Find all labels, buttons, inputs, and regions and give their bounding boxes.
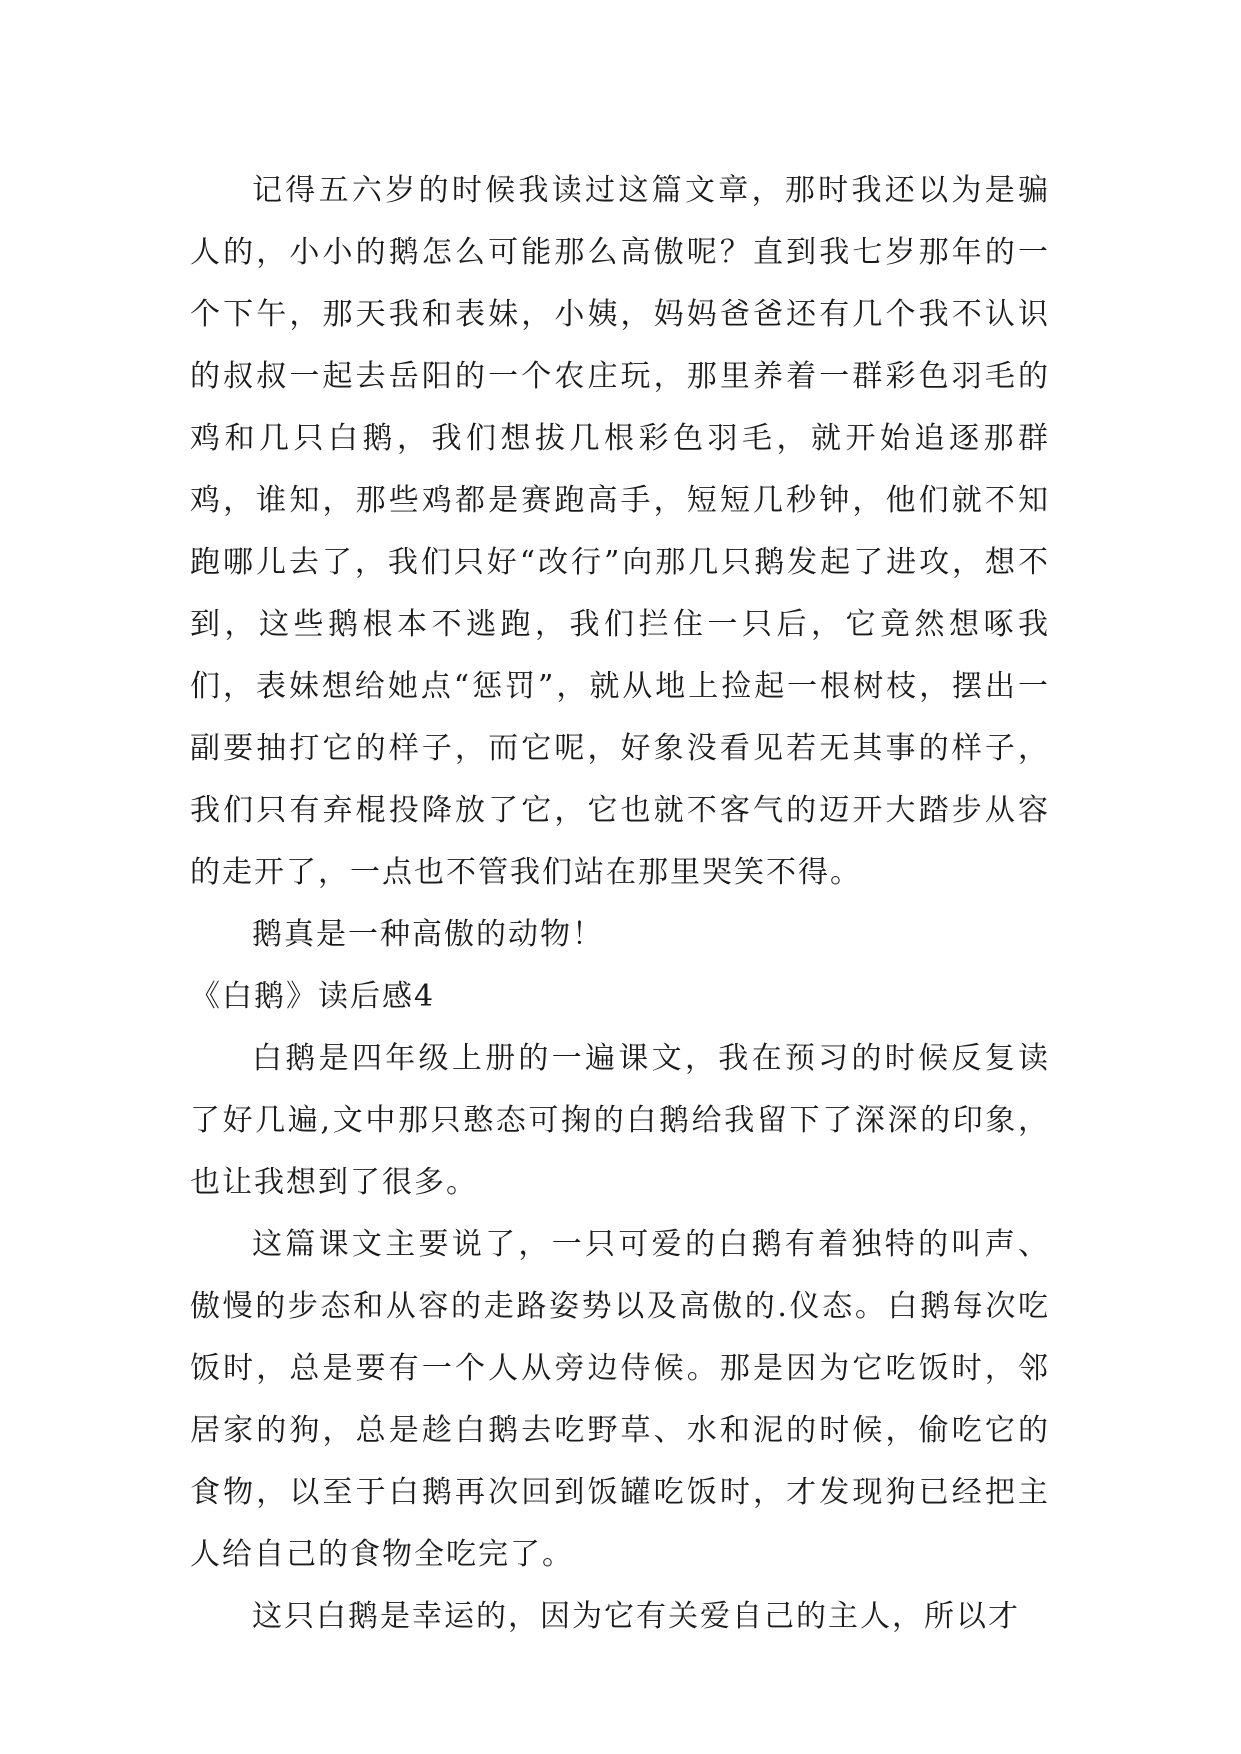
section-heading: 《白鹅》读后感4 [190,979,436,1014]
paragraph-lesson-intro: 白鹅是四年级上册的一遍课文，我在预习的时候反复读了好几遍,文中那只憨态可掬的白鹅给我留下了深深的印象，也让我想到了很多。 [190,1041,1050,1200]
document-body [190,160,1050,1648]
paragraph-goose-story: 记得五六岁的时候我读过这篇文章，那时我还以为是骗人的，小小的鹅怎么可能那么高傲呢？直到我七岁那年的一个下午，那天我和表妹，小姨，妈妈爸爸还有几个我不认识的叔叔一起去岳阳的一个农庄玩，那里养着一群彩色羽毛的鸡和几只白鹅，我们想拔几根彩色羽毛，就开始追逐那群鸡，谁知，那些鸡都是赛跑高手，短短几秒钟，他们就不知跑哪儿去了，我们只好“改行”向那几只鹅发起了进攻，想不到，这些鹅根本不逃跑，我们拦住一只后，它竟然想啄我们，表妹想给她点“惩罚”，就从地上捡起一根树枝，摆出一副要抽打它的样子，而它呢，好象没看见若无其事的样子，我们只有弃棍投降放了它，它也就不客气的迈开大踏步从容的走开了，一点也不管我们站在那里哭笑不得。 [190,173,1050,890]
paragraph-lucky-goose: 这只白鹅是幸运的，因为它有关爱自己的主人，所以才 [252,1599,1020,1634]
paragraph-lesson-summary: 这篇课文主要说了，一只可爱的白鹅有着独特的叫声、傲慢的步态和从容的走路姿势以及高傲的.仪态。白鹅每次吃饭时，总是要有一个人从旁边侍候。那是因为它吃饭时，邻居家的狗，总是趁白鹅去吃野草、水和泥的时候，偷吃它的食物，以至于白鹅再次回到饭罐吃饭时，才发现狗已经把主人给自己的食物全吃完了。 [190,1227,1050,1572]
paragraph-goose-conclusion: 鹅真是一种高傲的动物！ [252,917,604,952]
